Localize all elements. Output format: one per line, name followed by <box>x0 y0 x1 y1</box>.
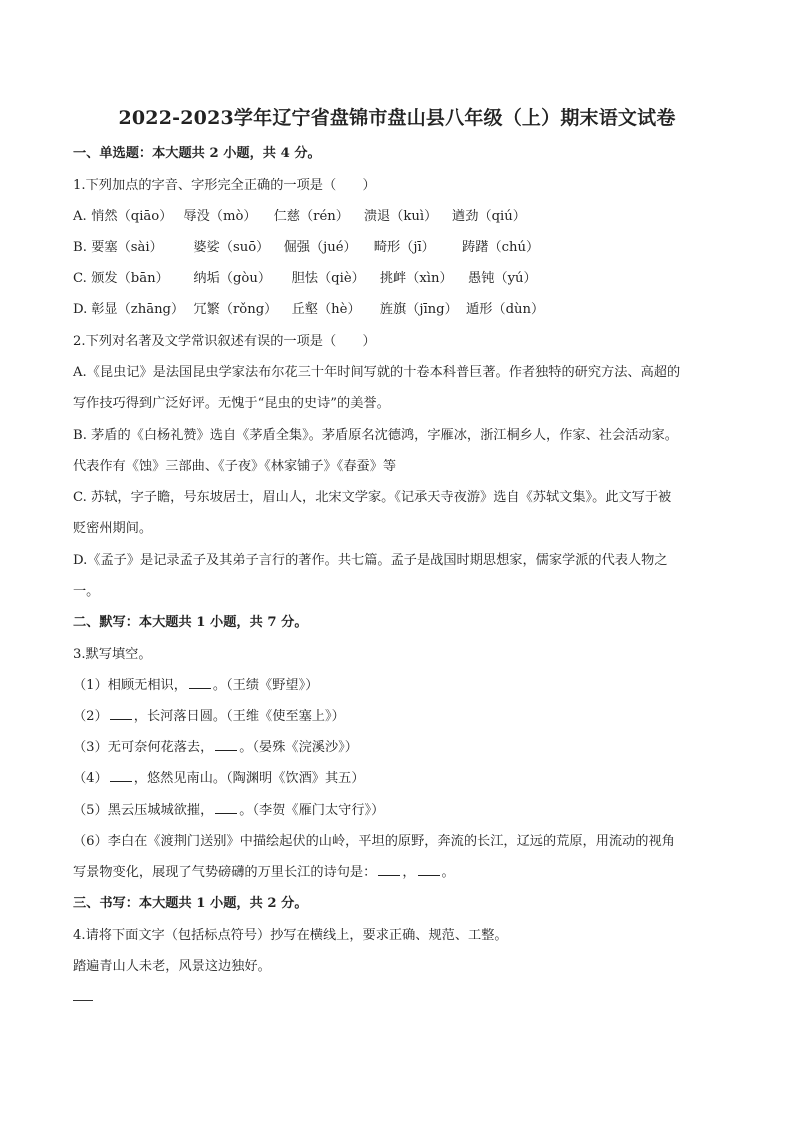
option-item: 辱没（mò） <box>183 209 257 224</box>
option-item: 踌躇（chú） <box>462 240 540 255</box>
question-3-stem: 3.默写填空。 <box>73 647 152 662</box>
option-item: 胆怯（qiè） <box>291 271 365 286</box>
q2-text-line: D.《孟子》是记录孟子及其弟子言行的著作。共七篇。孟子是战国时期思想家，儒家学派的代表人物之 <box>73 553 668 568</box>
q3-item-1 <box>73 676 723 696</box>
item-text: （5）黑云压城城欲摧， <box>73 803 214 818</box>
q3-item-6-line1: （6）李白在《渡荆门送别》中描绘起伏的山岭，平坦的原野，奔流的长江，辽远的荒原，用流动的视角 <box>73 834 675 849</box>
q4-copy-text: 踏遍青山人未老，风景这边独好。 <box>73 959 271 974</box>
q2-text-line: 一。 <box>73 584 100 599</box>
q2-text-line: B. 茅盾的《白杨礼赞》选自《茅盾全集》。茅盾原名沈德鸿，字雁冰，浙江桐乡人，作家、社会活动家。 <box>73 428 678 443</box>
item-text: 写景物变化，展现了气势磅礴的万里长江的诗句是： <box>73 865 377 880</box>
option-item: 仁慈（rén） <box>273 209 349 224</box>
q3-item-2 <box>73 707 723 727</box>
fill-blank[interactable] <box>110 707 132 720</box>
q2-text-line: 代表作有《蚀》三部曲、《子夜》《林家铺子》《春蚕》等 <box>73 459 397 474</box>
option-label: B. <box>73 240 87 255</box>
item-text: 。（王绩《野望》） <box>212 678 319 693</box>
item-text: （1）相顾无相识， <box>73 678 187 693</box>
section-heading-writing: 三、书写：本大题共 1 小题，共 2 分。 <box>73 896 308 911</box>
option-item: 挑衅（xìn） <box>379 271 453 286</box>
q2-text-line: 写作技巧得到广泛好评。无愧于“昆虫的史诗”的美誉。 <box>73 396 390 411</box>
option-item: 倔强（jué） <box>283 240 357 255</box>
option-item: 婆娑（suō） <box>193 240 270 255</box>
option-label: D. <box>73 302 88 317</box>
q3-item-5 <box>73 801 723 821</box>
answer-line[interactable] <box>73 1000 93 1001</box>
option-item: 丘壑（hè） <box>291 302 361 317</box>
fill-blank[interactable] <box>418 863 440 876</box>
option-item: 颁发（bān） <box>91 271 169 286</box>
option-item: 要塞（sài） <box>91 240 163 255</box>
q2-text-line: C. 苏轼，字子瞻，号东坡居士，眉山人，北宋文学家。《记承天寺夜游》选自《苏轼文集》。此文写于被 <box>73 490 672 505</box>
q2-text-line: A.《昆虫记》是法国昆虫学家法布尔花三十年时间写就的十卷本科普巨著。作者独特的研究方法、高超的 <box>73 365 681 380</box>
item-text: ，悠然见南山。（陶渊明《饮酒》其五） <box>133 771 365 786</box>
option-item: 遁形（dùn） <box>466 302 545 317</box>
item-text: （4） <box>73 771 108 786</box>
fill-blank[interactable] <box>215 738 237 751</box>
q2-text-line: 贬密州期间。 <box>73 521 153 536</box>
option-item: 畸形（jī） <box>373 240 435 255</box>
item-text: 。（晏殊《浣溪沙》） <box>239 740 358 755</box>
fill-blank[interactable] <box>189 676 211 689</box>
question-1-stem: 1.下列加点的字音、字形完全正确的一项是（ ） <box>73 178 376 193</box>
q3-item-3 <box>73 738 723 758</box>
q1-option-c <box>73 269 723 289</box>
item-text: （2） <box>73 709 108 724</box>
option-label: C. <box>73 271 87 286</box>
item-text: 。（李贺《雁门太守行》） <box>239 803 385 818</box>
q1-option-a <box>73 207 723 227</box>
option-item: 冗繁（rǒng） <box>193 302 278 317</box>
fill-blank[interactable] <box>110 769 132 782</box>
option-label: A. <box>73 209 87 224</box>
item-text: ， <box>402 865 416 880</box>
question-2-stem: 2.下列对名著及文学常识叙述有误的一项是（ ） <box>73 334 376 349</box>
option-item: 愚钝（yú） <box>468 271 537 286</box>
question-4-stem: 4.请将下面文字（包括标点符号）抄写在横线上，要求正确、规范、工整。 <box>73 928 508 943</box>
q1-option-b <box>73 238 723 258</box>
option-item: 溃退（kuì） <box>363 209 438 224</box>
item-text: ，长河落日圆。（王维《使至塞上》） <box>133 709 345 724</box>
exam-title: 2022-2023学年辽宁省盘锦市盘山县八年级（上）期末语文试卷 <box>118 107 676 129</box>
item-text: （3）无可奈何花落去， <box>73 740 214 755</box>
option-item: 遒劲（qiú） <box>452 209 526 224</box>
option-item: 纳垢（gòu） <box>193 271 272 286</box>
option-item: 旌旗（jīng） <box>379 302 458 317</box>
option-item: 彰显（zhāng） <box>91 302 185 317</box>
item-text: 。 <box>441 865 455 880</box>
q3-item-4 <box>73 769 723 789</box>
option-item: 悄然（qiāo） <box>91 209 173 224</box>
section-heading-single-choice: 一、单选题：本大题共 2 小题，共 4 分。 <box>73 146 321 161</box>
fill-blank[interactable] <box>378 863 400 876</box>
section-heading-dictation: 二、默写：本大题共 1 小题，共 7 分。 <box>73 615 308 630</box>
q1-option-d <box>73 300 723 320</box>
q3-item-6-line2 <box>73 863 723 883</box>
fill-blank[interactable] <box>215 801 237 814</box>
